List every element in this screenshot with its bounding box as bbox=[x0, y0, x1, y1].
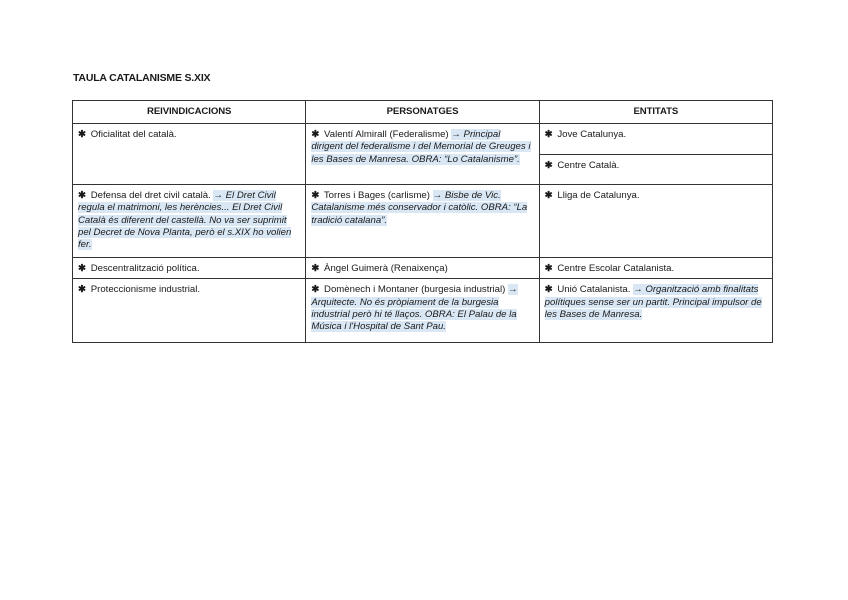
entitat-text: Jove Catalunya. bbox=[557, 129, 627, 140]
table-header-row bbox=[73, 101, 773, 124]
cell-entitat bbox=[539, 155, 772, 185]
reivindicacio-note: → El Dret Civil regula el matrimoni, les herències... El Dret Civil Català és diferent del castellà. No va ser suprimit pel Decret de Nova Planta, però el s.XIX ho volien fer. bbox=[78, 190, 292, 251]
document-title: TAULA CATALANISME S.XIX bbox=[73, 72, 211, 84]
personatge-note: → Principal dirigent del federalisme i del Memorial de Greuges i les Bases de Manresa. OBRA: “Lo Catalanisme”. bbox=[311, 129, 531, 165]
cell-entitat bbox=[539, 185, 772, 258]
entitat-text: Lliga de Catalunya. bbox=[557, 190, 640, 201]
table-row bbox=[73, 258, 773, 279]
bullet-icon: ✱ bbox=[544, 263, 553, 274]
entitat-text: Centre Català. bbox=[557, 160, 620, 172]
personatge-text: Domènech i Montaner (burgesia industrial) bbox=[324, 284, 509, 296]
table-row bbox=[73, 279, 773, 343]
cell-entitat bbox=[539, 279, 772, 343]
header-reivindicacions: REIVINDICACIONS bbox=[73, 101, 306, 124]
cell-personatge bbox=[306, 258, 539, 279]
bullet-icon: ✱ bbox=[311, 284, 320, 296]
personatge-text: Àngel Guimerà (Renaixença) bbox=[324, 263, 448, 274]
personatge-note: → Bisbe de Vic. Catalanisme més conservador i catòlic. OBRA: “La tradició catalana”. bbox=[311, 190, 528, 226]
header-personatges: PERSONATGES bbox=[306, 101, 539, 124]
cell-reivindicacio bbox=[73, 124, 306, 185]
bullet-icon: ✱ bbox=[78, 284, 87, 296]
entitat-text: Centre Escolar Catalanista. bbox=[557, 263, 675, 274]
cell-personatge bbox=[306, 124, 539, 185]
bullet-icon: ✱ bbox=[544, 190, 553, 201]
personatge-note: → Arquitecte. No és pròpiament de la burgesia industrial però hi té llaços. OBRA: El Palau de la Música i l'Hospital de Sant Pau. bbox=[311, 284, 518, 333]
header-entitats: ENTITATS bbox=[539, 101, 772, 124]
table-row bbox=[73, 124, 773, 155]
catalanisme-table bbox=[72, 100, 773, 343]
bullet-icon: ✱ bbox=[311, 263, 320, 274]
bullet-icon: ✱ bbox=[78, 190, 87, 201]
bullet-icon: ✱ bbox=[544, 160, 553, 172]
cell-entitat bbox=[539, 124, 772, 155]
bullet-icon: ✱ bbox=[544, 284, 553, 296]
personatge-text: Valentí Almirall (Federalisme) bbox=[324, 129, 452, 140]
cell-reivindicacio bbox=[73, 258, 306, 279]
bullet-icon: ✱ bbox=[311, 190, 320, 201]
cell-personatge bbox=[306, 279, 539, 343]
cell-personatge bbox=[306, 185, 539, 258]
bullet-icon: ✱ bbox=[78, 263, 87, 274]
entitat-note: → Organització amb finalitats polítiques sense ser un partit. Principal impulsor de les Bases de Manresa. bbox=[544, 284, 762, 320]
personatge-text: Torres i Bages (carlisme) bbox=[323, 190, 433, 201]
reivindicacio-text: Descentralització política. bbox=[90, 263, 200, 274]
entitat-text: Unió Catalanista. bbox=[557, 284, 634, 296]
cell-reivindicacio bbox=[73, 279, 306, 343]
table-row bbox=[73, 185, 773, 258]
bullet-icon: ✱ bbox=[544, 129, 553, 140]
reivindicacio-text: Oficialitat del català. bbox=[90, 129, 177, 140]
reivindicacio-text: Defensa del dret civil català. bbox=[90, 190, 214, 201]
bullet-icon: ✱ bbox=[78, 129, 87, 140]
bullet-icon: ✱ bbox=[311, 129, 320, 140]
cell-reivindicacio bbox=[73, 185, 306, 258]
cell-entitat bbox=[539, 258, 772, 279]
reivindicacio-text: Proteccionisme industrial. bbox=[90, 284, 201, 296]
